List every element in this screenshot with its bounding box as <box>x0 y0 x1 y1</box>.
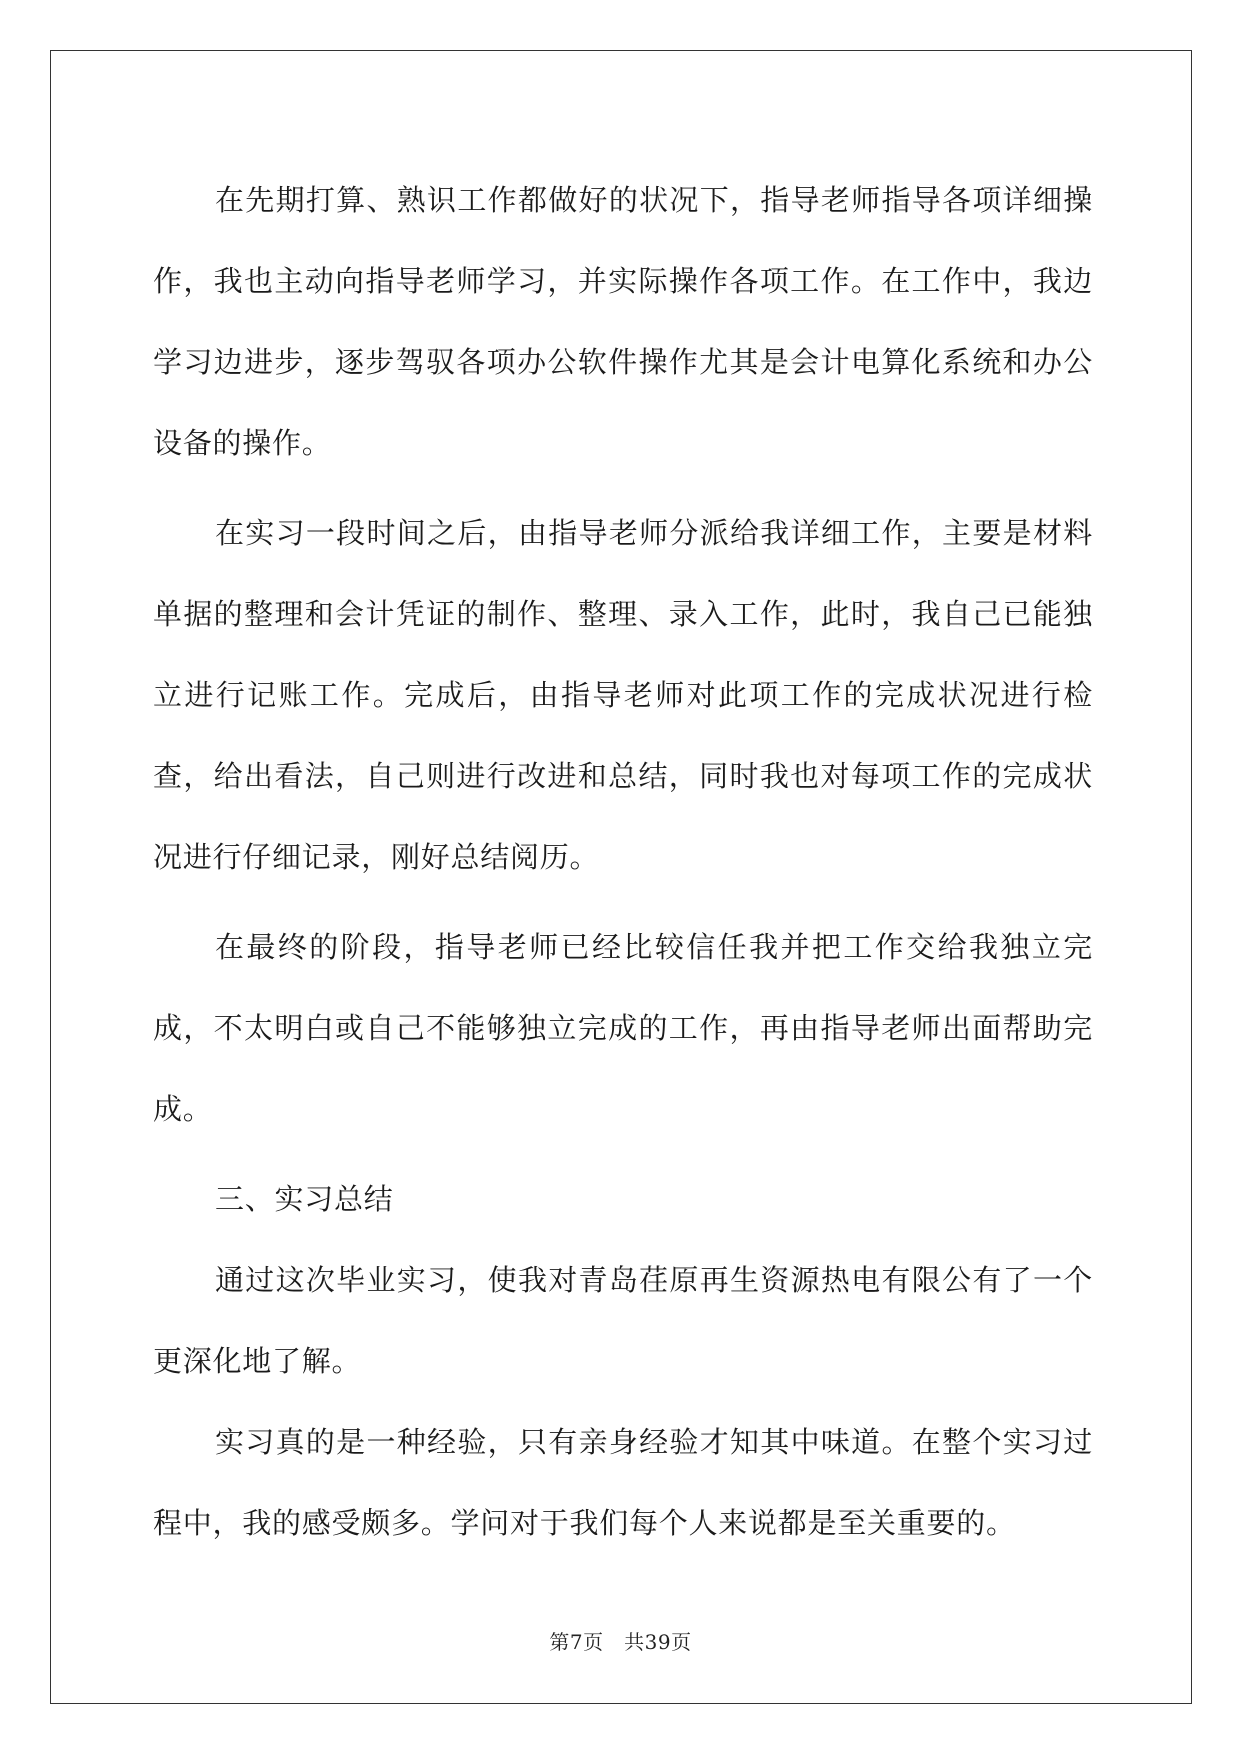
paragraph-assigned-work: 在实习一段时间之后，由指导老师分派给我详细工作，主要是材料单据的整理和会计凭证的制作、整理、录入工作，此时，我自己已能独立进行记账工作。完成后，由指导老师对此项工作的完成状况进行检查，给出看法，自己则进行改进和总结，同时我也对每项工作的完成状况进行仔细记录，刚好总结阅历。 <box>153 516 1093 874</box>
paragraph-understanding: 通过这次毕业实习，使我对青岛荏原再生资源热电有限公有了一个更深化地了解。 <box>153 1263 1093 1378</box>
paragraph-preparation: 在先期打算、熟识工作都做好的状况下，指导老师指导各项详细操作，我也主动向指导老师学习，并实际操作各项工作。在工作中，我边学习边进步，逐步驾驭各项办公软件操作尤其是会计电算化系统和办公设备的操作。 <box>153 183 1093 460</box>
section-heading-summary: 三、实习总结 <box>215 1182 394 1216</box>
document-body <box>153 160 1093 1573</box>
paragraph-final-stage: 在最终的阶段，指导老师已经比较信任我并把工作交给我独立完成，不太明白或自己不能够独立完成的工作，再由指导老师出面帮助完成。 <box>153 930 1093 1126</box>
paragraph-experience: 实习真的是一种经验，只有亲身经验才知其中味道。在整个实习过程中，我的感受颇多。学问对于我们每个人来说都是至关重要的。 <box>153 1425 1093 1540</box>
page-number-footer: 第7页 共39页 <box>549 1630 692 1654</box>
